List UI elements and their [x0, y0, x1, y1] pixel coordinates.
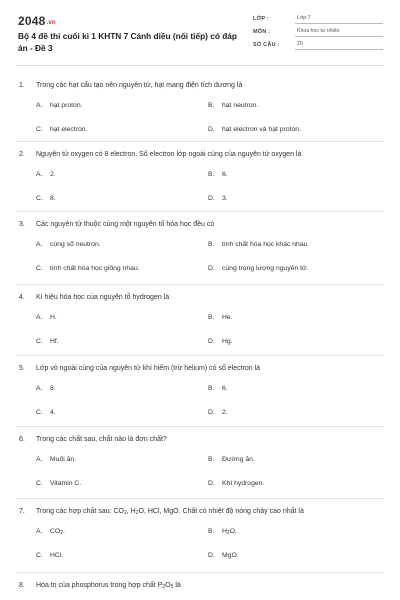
option-text: hạt electron và hạt proton. [222, 126, 301, 133]
option-text: Vitamin C. [50, 480, 82, 487]
option-letter: A. [36, 385, 43, 392]
question-body: Hóa trị của phosphorus trong hợp chất $P_2O_5$ là [36, 582, 181, 590]
option-text: 3. [222, 195, 228, 202]
question-divider [16, 211, 384, 212]
option-text: tính chất hóa học khác nhau. [222, 241, 310, 248]
answer-option[interactable] [36, 385, 56, 392]
question-divider [16, 498, 384, 499]
option-letter: D. [208, 552, 215, 559]
header [16, 0, 384, 66]
option-text: 8. [50, 385, 56, 392]
option-letter: B. [208, 241, 215, 248]
meta-row-subject [253, 25, 383, 38]
option-letter: D. [208, 409, 215, 416]
answer-option[interactable] [36, 241, 101, 248]
option-text: Muối ăn. [50, 456, 77, 463]
answer-option[interactable] [208, 552, 239, 559]
answer-option[interactable] [36, 265, 140, 272]
option-text: CO [50, 528, 61, 535]
option-letter: D. [208, 195, 215, 202]
option-text: Hg. [222, 338, 233, 345]
answer-option[interactable] [208, 195, 228, 202]
option-text: HCl. [50, 552, 64, 559]
answer-option[interactable] [36, 480, 81, 487]
option-text: hạt proton. [50, 102, 83, 109]
option-letter: C. [36, 195, 43, 202]
question-body: Trong các chất sau, chất nào là đơn chất? [36, 436, 167, 443]
answer-option[interactable] [208, 338, 233, 345]
answer-option[interactable]: A. $CO_2$. [36, 528, 65, 536]
question-text [16, 436, 167, 443]
option-text: tính chất hóa học giống nhau. [50, 265, 140, 272]
question-text [16, 221, 214, 228]
question-number: 6. [19, 436, 25, 443]
option-text: 8. [50, 195, 56, 202]
page-title: Bộ 4 đề thi cuối kì 1 KHTN 7 Cánh diều (nối tiếp) có đáp án - Đề 3 [18, 31, 237, 53]
option-letter: C. [36, 126, 43, 133]
option-letter: A. [36, 314, 43, 321]
option-letter: A. [36, 241, 43, 248]
option-letter: C. [36, 265, 43, 272]
option-letter: C. [36, 480, 43, 487]
question-body: Các nguyên tử thuộc cùng một nguyên tố hóa học đều có [36, 221, 215, 228]
option-letter: C. [36, 338, 43, 345]
answer-option[interactable] [208, 480, 264, 487]
option-letter: D. [208, 265, 215, 272]
option-letter: D. [208, 338, 215, 345]
option-text: Khí hydrogen. [222, 480, 265, 487]
question-number: 4. [19, 294, 25, 301]
option-text: hạt electron. [50, 126, 88, 133]
option-text: 2. [222, 409, 228, 416]
meta-row-count [253, 38, 383, 51]
answer-option[interactable] [208, 171, 228, 178]
question-number: 5. [19, 365, 25, 372]
question-divider [16, 426, 384, 427]
option-text: cùng số neutron. [50, 241, 101, 248]
option-letter: C. [36, 409, 43, 416]
option-letter: B. [208, 456, 215, 463]
answer-option[interactable]: B. $H_2O$. [208, 528, 237, 536]
question-body: Lớp vỏ ngoài cùng của nguyên tử khí hiếm (trừ helium) có số electron là [36, 365, 261, 372]
answer-option[interactable] [208, 314, 233, 321]
answer-option[interactable] [36, 409, 56, 416]
exam-meta [253, 12, 383, 51]
question-text [16, 151, 301, 158]
question-number: 3. [19, 221, 25, 228]
question-text [16, 365, 260, 372]
option-letter: A. [36, 528, 43, 535]
answer-option[interactable] [36, 314, 57, 321]
meta-value: Khoa học tự nhiên [295, 26, 383, 37]
option-text: 6. [222, 171, 228, 178]
option-letter: D. [208, 480, 215, 487]
option-letter: A. [36, 171, 43, 178]
question-number: 2. [19, 151, 25, 158]
question-divider [16, 355, 384, 356]
question-number: 7. [19, 508, 25, 515]
answer-option[interactable] [208, 265, 309, 272]
meta-row-class [253, 12, 383, 25]
site-logo[interactable]: 2048.vn [18, 14, 56, 28]
option-text: cùng trọng lượng nguyên tử. [222, 265, 309, 272]
option-letter: B. [208, 314, 215, 321]
question-divider [16, 284, 384, 285]
answer-option[interactable] [208, 102, 258, 109]
question-number: 8. [19, 582, 25, 589]
meta-key: SỐ CÂU : [253, 41, 280, 48]
option-text: 6. [222, 385, 228, 392]
question-text [16, 508, 304, 516]
option-letter: B. [208, 171, 215, 178]
question-text [16, 294, 169, 301]
answer-option[interactable] [36, 171, 56, 178]
option-text: hạt neutron. [222, 102, 259, 109]
option-letter: B. [208, 102, 215, 109]
option-text: H. [50, 314, 57, 321]
answer-option[interactable] [36, 102, 83, 109]
answer-option[interactable] [208, 126, 301, 133]
question-number: 1. [19, 82, 25, 89]
answer-option[interactable] [36, 338, 59, 345]
answer-option[interactable] [208, 409, 228, 416]
question-body: Trong các hạt cấu tạo nên nguyên tử, hạt mang điện tích dương là [36, 82, 243, 89]
meta-value: 20 [295, 39, 383, 50]
question-body: Trong các hợp chất sau: $CO_2$, $H_2O$, HCl, MgO. Chất có nhiệt độ nóng chảy cao nhất là [36, 508, 304, 516]
question-text [16, 82, 242, 89]
option-letter: B. [208, 528, 215, 535]
question-divider [16, 141, 384, 142]
question-text [16, 582, 181, 590]
answer-option[interactable] [36, 552, 63, 559]
question-body: Nguyên tử oxygen có 8 electron. Số electron lớp ngoài cùng của nguyên tử oxygen là [36, 151, 302, 158]
option-letter: D. [208, 126, 215, 133]
meta-value: Lớp 7 [295, 13, 383, 24]
option-text: MgO. [222, 552, 239, 559]
meta-key: LỚP : [253, 15, 270, 22]
answer-option[interactable] [36, 126, 87, 133]
option-letter: C. [36, 552, 43, 559]
option-letter: A. [36, 456, 43, 463]
option-text: 4. [50, 409, 56, 416]
answer-option[interactable] [208, 385, 228, 392]
answer-option[interactable] [208, 241, 309, 248]
option-letter: A. [36, 102, 43, 109]
option-text: 2. [50, 171, 56, 178]
option-text: Đường ăn. [222, 456, 255, 463]
option-text: Hf. [50, 338, 59, 345]
answer-option[interactable] [36, 456, 76, 463]
answer-option[interactable] [208, 456, 255, 463]
question-body: Kí hiệu hóa học của nguyên tố hydrogen là [36, 294, 170, 301]
option-text: He. [222, 314, 233, 321]
answer-option[interactable] [36, 195, 56, 202]
question-divider [16, 572, 384, 573]
meta-key: MÔN : [253, 28, 271, 35]
option-text: H [222, 528, 227, 535]
option-letter: B. [208, 385, 215, 392]
